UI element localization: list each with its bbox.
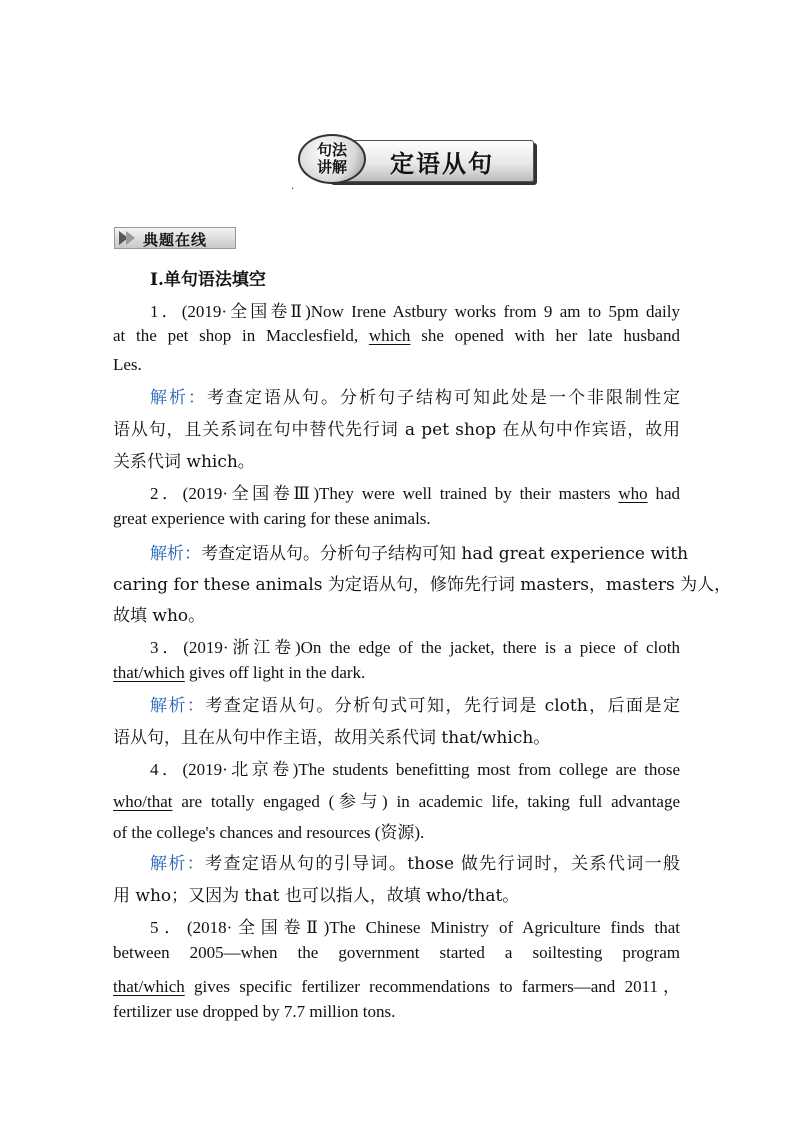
banner-dot: ·: [291, 184, 295, 195]
q3-text-1: )On the edge of the jacket, there is a piece of cloth: [294, 638, 681, 657]
q4-analysis-line-2: 用 who；又因为 that 也可以指人，故填 who/that。: [113, 886, 520, 906]
q3-analysis-line-2: 语从句，且在从句中作主语，故用关系代词 that/which。: [113, 728, 551, 748]
question-2-line-2: great experience with caring for these animals.: [113, 509, 431, 528]
question-1-line-1: [150, 297, 680, 322]
q3-number: 3．(2019·: [150, 638, 229, 657]
q5-text-3: gives specific fertilizer recommendations to farmers—and 2011，: [184, 977, 680, 996]
banner-title: 定语从句: [390, 150, 494, 178]
question-5-line-4: fertilizer use dropped by 7.7 million tons.: [113, 1002, 396, 1021]
q1-answer: which: [368, 326, 411, 345]
section-banner: [298, 134, 538, 186]
q1-text-3: she opened with her late husband: [410, 326, 680, 345]
question-1-line-2: [113, 326, 680, 346]
q1-number: 1．(2019·: [150, 302, 228, 321]
analysis-label: 解析：: [150, 854, 206, 874]
question-4-line-3: of the college's chances and resources (资源).: [113, 823, 425, 842]
q4-analysis-line-1: [150, 849, 680, 874]
q5-text-1: )The Chinese Ministry of Agriculture finds that: [323, 918, 681, 937]
q2-number: 2．(2019·: [150, 484, 228, 503]
section-tag: [114, 227, 236, 249]
question-4-line-2: [113, 787, 680, 812]
section-tag-label: 典题在线: [143, 231, 208, 249]
q1-analysis-text-1: 考查定语从句。分析句子结构可知此处是一个非限制性定: [207, 388, 680, 408]
q1-text-1: )Now Irene Astbury works from 9 am to 5pm daily: [305, 302, 681, 321]
analysis-label: 解析：: [150, 696, 206, 716]
analysis-label: 解析：: [150, 544, 201, 564]
q5-number: 5．(2018·: [150, 918, 233, 937]
q4-source: 北京卷: [227, 760, 293, 780]
section-heading: Ⅰ.单句语法填空: [150, 270, 266, 290]
banner-badge: [298, 134, 366, 184]
q2-analysis-text-1: 考查定语从句。分析句子结构可知 had great experience with: [201, 544, 689, 564]
q4-text-2: are totally engaged (参与) in academic life, taking full advantage: [172, 792, 680, 811]
q3-analysis-line-1: [150, 691, 680, 716]
question-3-line-1: [150, 633, 680, 658]
q3-analysis-text-1: 考查定语从句。分析句式可知，先行词是 cloth，后面是定: [205, 696, 680, 716]
q1-analysis-line-2: 语从句，且关系词在句中替代先行词 a pet shop 在从句中作宾语，故用: [113, 420, 680, 440]
question-1-line-3: Les.: [113, 355, 142, 374]
q1-analysis-line-3: 关系代词 which。: [113, 452, 255, 472]
q1-analysis-line-1: [150, 383, 680, 408]
question-4-line-1: [150, 755, 680, 780]
q2-analysis-line-2: caring for these animals 为定语从句，修饰先行词 masters，masters 为人，: [113, 575, 732, 595]
q3-text-2: gives off light in the dark.: [184, 663, 366, 682]
arrow-icon-secondary: [126, 231, 135, 245]
q1-source: 全国卷Ⅱ: [227, 302, 306, 322]
q4-text-1: )The students benefitting most from college are those: [292, 760, 680, 779]
analysis-label: 解析：: [150, 388, 207, 408]
q2-text-1: )They were well trained by their masters: [313, 484, 619, 503]
q2-analysis-line-3: 故填 who。: [113, 606, 206, 626]
question-5-line-3: [113, 972, 680, 997]
q5-source: 全国卷Ⅱ: [232, 918, 324, 938]
q2-source: 全国卷Ⅲ: [228, 484, 314, 504]
badge-line-2: 讲解: [316, 158, 347, 176]
question-3-line-2: [113, 663, 365, 683]
q4-analysis-text-1: 考查定语从句的引导词。those 做先行词时，关系代词一般: [205, 854, 681, 874]
q4-number: 4．(2019·: [150, 760, 228, 779]
q5-answer: that/which: [113, 977, 185, 996]
q3-answer: that/which: [113, 663, 185, 682]
q4-answer: who/that: [113, 792, 173, 811]
q1-text-2: at the pet shop in Macclesfield,: [113, 326, 369, 345]
q2-answer: who: [618, 484, 648, 503]
q2-analysis-line-1: [150, 539, 689, 564]
question-2-line-1: [150, 479, 680, 504]
question-5-line-1: [150, 913, 680, 938]
question-5-line-2: between 2005—when the government started a soiltesting program: [113, 943, 680, 962]
q2-text-2: had: [647, 484, 681, 503]
q3-source: 浙江卷: [228, 638, 295, 658]
badge-line-1: 句法: [316, 141, 347, 159]
